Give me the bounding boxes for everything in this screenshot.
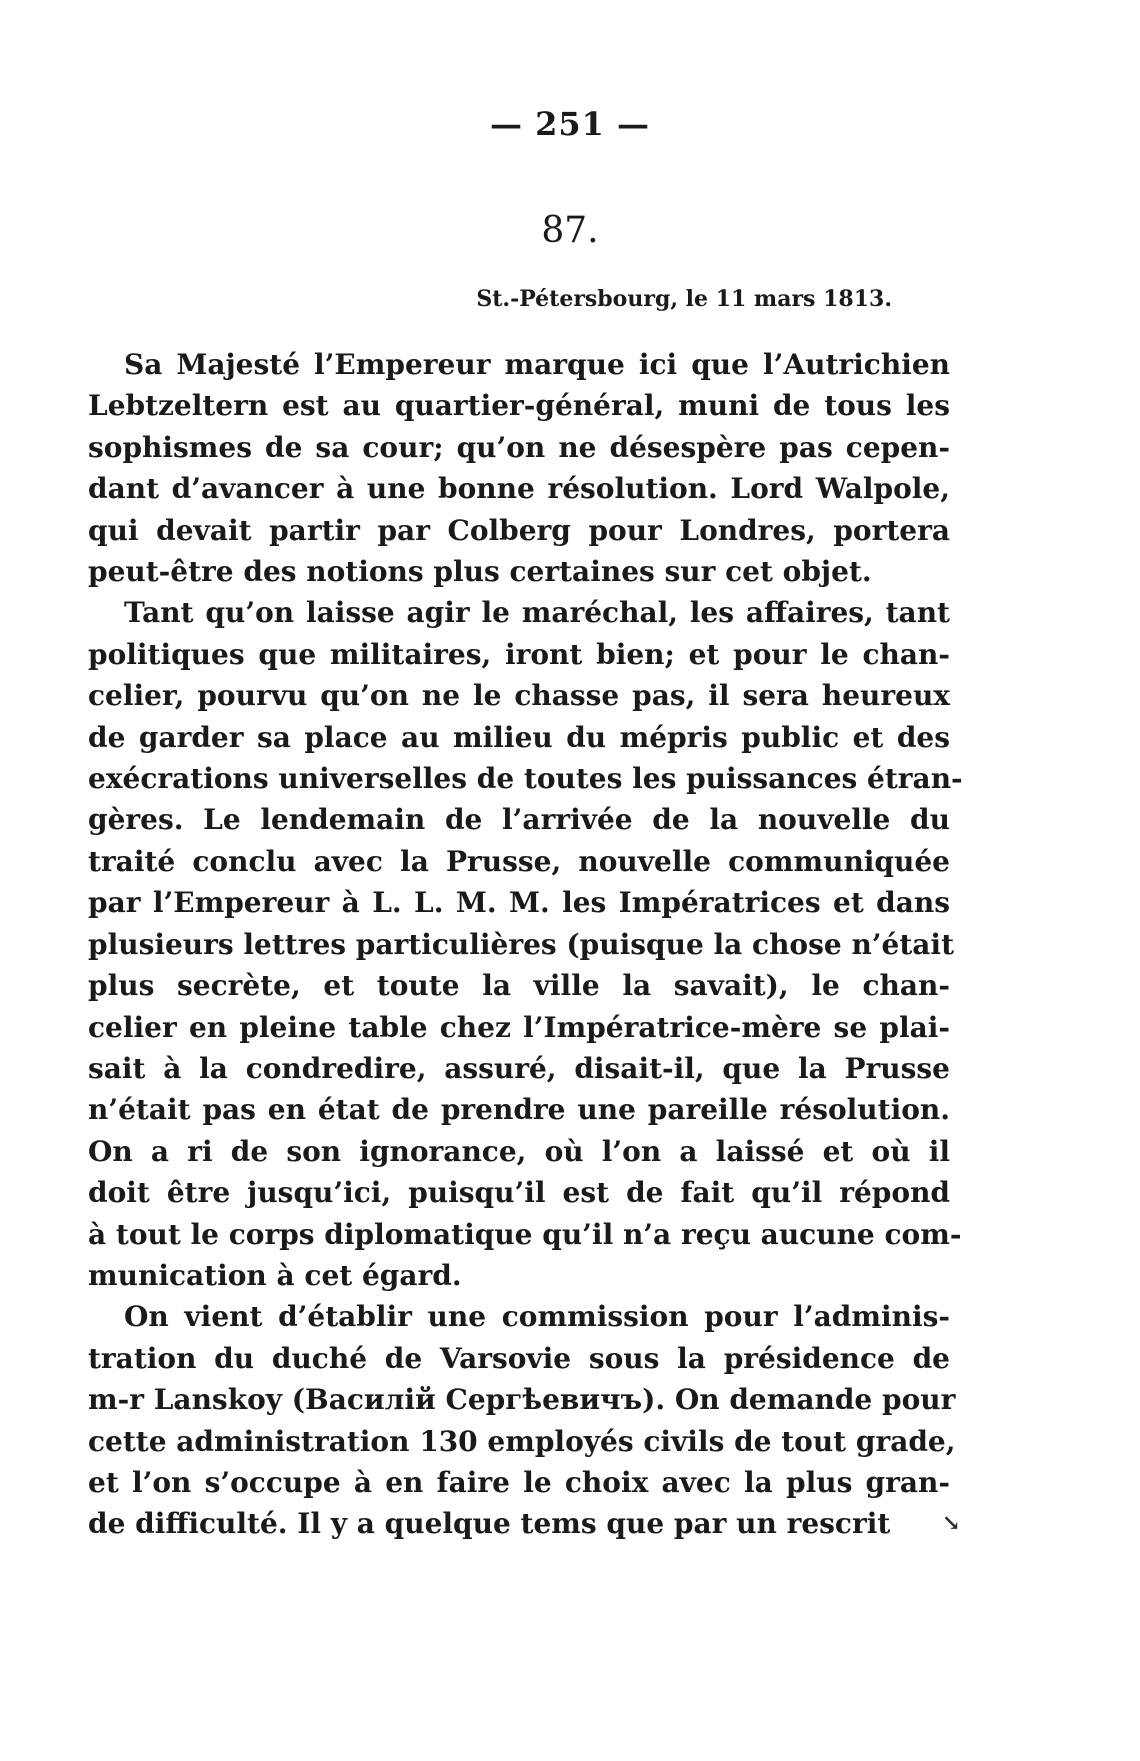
text-line: sophismes de sa cour; qu’on ne désespère pas cepen- <box>88 430 950 464</box>
text-line: plus secrète, et toute la ville la savait), le chan- <box>88 969 950 1003</box>
page-number: — 251 — <box>489 105 651 143</box>
text-line: de difficulté. Il y a quelque tems que par un rescrit <box>88 1507 891 1541</box>
text-line: tration du duché de Varsovie sous la présidence de <box>88 1341 950 1375</box>
paragraph <box>88 344 950 592</box>
dateline: St.-Pétersbourg, le 11 mars 1813. <box>476 286 892 312</box>
text-line: de garder sa place au milieu du mépris public et des <box>88 720 950 754</box>
text-line: Sa Majesté l’Empereur marque ici que l’Autrichien <box>124 348 950 381</box>
text-line: celier, pourvu qu’on ne le chasse pas, il sera heureux <box>88 679 950 713</box>
text-line: m-r Lanskoy (Василій Сергѣевичъ). On demande pour <box>88 1383 956 1417</box>
letter-body <box>88 344 963 1545</box>
text-line: dant d’avancer à une bonne résolution. Lord Walpole, <box>88 472 950 506</box>
text-line: qui devait partir par Colberg pour Londres, portera <box>88 513 950 547</box>
text-line: On a ri de son ignorance, où l’on a laissé et où il <box>88 1134 950 1168</box>
text-line: exécrations universelles de toutes les puissances étran- <box>88 762 963 796</box>
text-line: n’était pas en état de prendre une pareille résolution. <box>88 1093 950 1127</box>
text-line: politiques que militaires, iront bien; et pour le chan- <box>88 637 950 671</box>
text-line: Lebtzeltern est au quartier-général, muni de tous les <box>88 389 950 423</box>
text-line: sait à la condredire, assuré, disait-il, que la Prusse <box>88 1051 950 1085</box>
text-line: celier en pleine table chez l’Impératrice-mère se plai- <box>88 1010 950 1044</box>
text-line: peut-être des notions plus certaines sur cet objet. <box>88 555 872 589</box>
paragraph <box>88 592 963 1296</box>
text-line: par l’Empereur à L. L. M. M. les Impératrices et dans <box>88 886 950 920</box>
stray-mark: ↘ <box>942 1510 961 1536</box>
text-line: traité conclu avec la Prusse, nouvelle communiquée <box>88 844 950 878</box>
text-line: munication à cet égard. <box>88 1258 462 1292</box>
text-line: cette administration 130 employés civils de tout grade, <box>88 1424 956 1458</box>
text-line: On vient d’établir une commission pour l’adminis- <box>124 1300 950 1334</box>
text-line: à tout le corps diplomatique qu’il n’a reçu aucune com- <box>88 1217 962 1251</box>
text-line: et l’on s’occupe à en faire le choix avec la plus gran- <box>88 1465 950 1499</box>
text-line: plusieurs lettres particulières (puisque la chose n’était <box>88 927 955 961</box>
text-line: Tant qu’on laisse agir le maréchal, les affaires, tant <box>124 596 950 630</box>
paragraph <box>88 1296 956 1544</box>
text-line: gères. Le lendemain de l’arrivée de la nouvelle du <box>88 803 950 837</box>
text-line: doit être jusqu’ici, puisqu’il est de fait qu’il répond <box>88 1176 950 1210</box>
letter-number: 87. <box>541 210 599 251</box>
